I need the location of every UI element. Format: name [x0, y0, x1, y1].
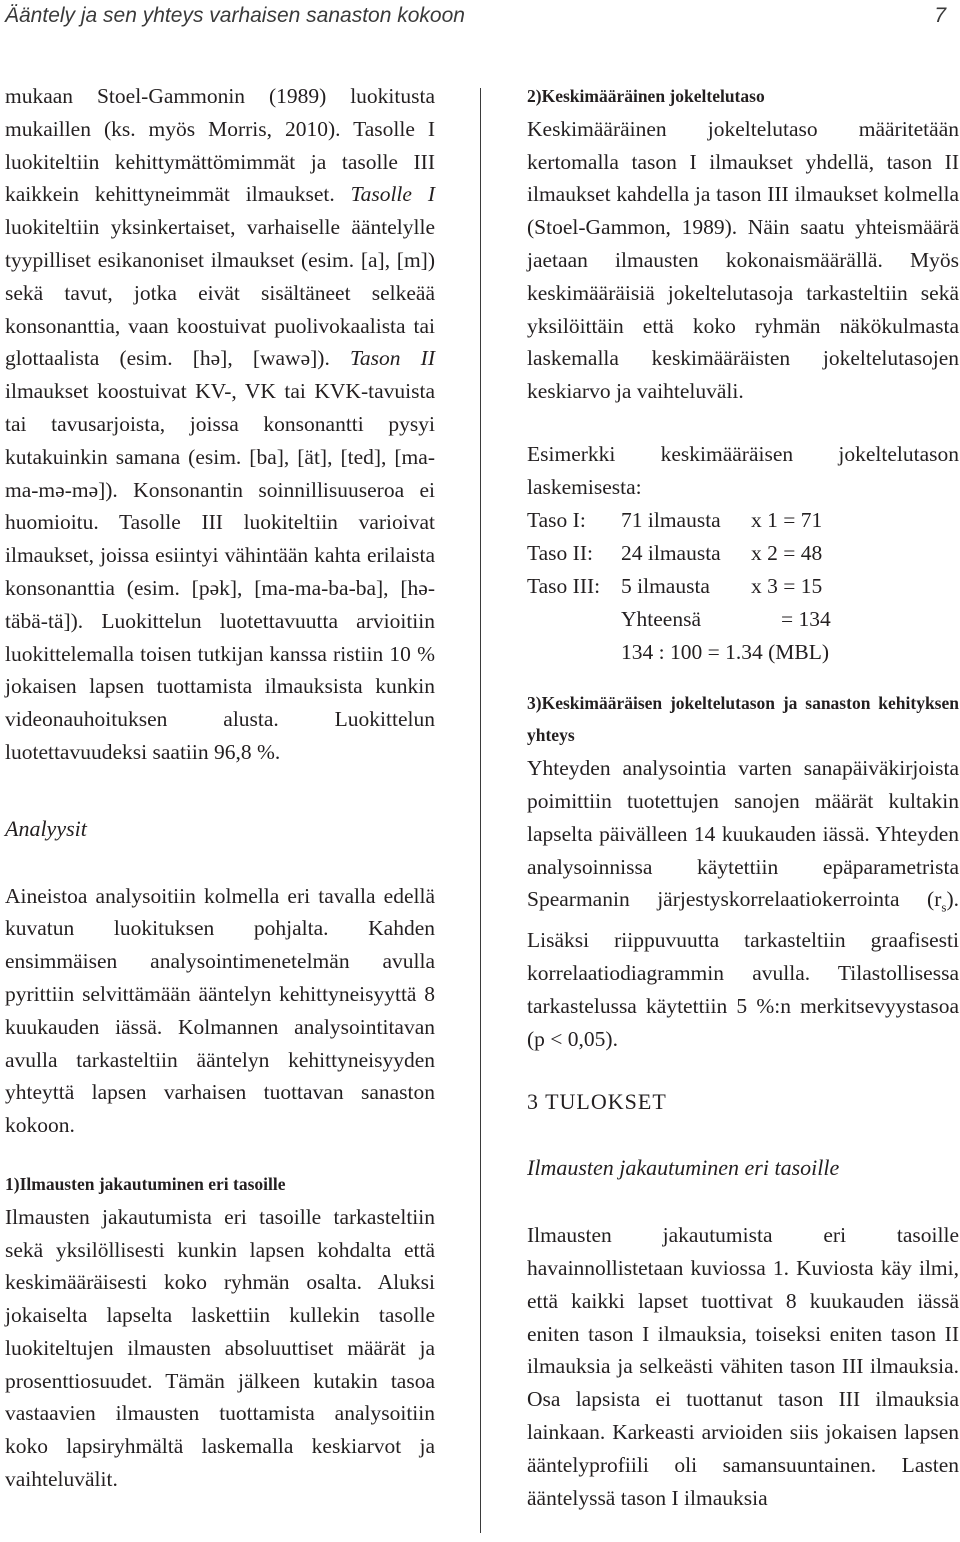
- calc-mbl: 134 : 100 = 1.34 (MBL): [621, 639, 830, 664]
- italic-term: Tason II: [349, 346, 435, 371]
- calc-mult: x 1 = 71: [751, 507, 823, 532]
- text-span: Yhteyden analysointia varten sanapäiväkirjoista poimittiin tuotettujen sanojen määrät kultakin lapselta päivälleen 14 kuukauden iässä. Yhteyden analysoinnissa käytettiin epäparametrista Spearmanin järjestyskorrelaatiokerrointa (r: [527, 756, 959, 912]
- paragraph-classification: [5, 80, 435, 769]
- calc-row: [527, 570, 959, 603]
- spacer: [527, 636, 621, 669]
- subheading-1: 1)Ilmausten jakautuminen eri tasoille: [5, 1173, 286, 1194]
- left-column: [5, 80, 435, 1496]
- text-span: ). Lisäksi riippuvuutta tarkasteltiin graafisesti korrelaatiodiagrammin avulla. Tilastollisessa tarkastelussa käytettiin 5 %:n merkitsevyystasoa (p < 0,05).: [527, 887, 959, 1051]
- calc-count: 5 ilmausta: [621, 573, 710, 598]
- section-heading-analyysit: Analyysit: [5, 815, 87, 841]
- calculation-example: [527, 504, 959, 669]
- subscript: s: [941, 899, 947, 915]
- paragraph-distribution: Ilmausten jakautumista eri tasoille tarkasteltiin sekä yksilöllisesti kunkin lapsen kohdalta että keskimääräisesti koko ryhmän osalta. Aluksi jokaiselta lapselta laskettiin kullekin tasolle luokiteltujen ilmausten absoluuttiset määrät ja prosenttiosuudet. Tämän jälkeen kutakin tasoa vastaavien ilmausten tuottamista analysoitiin koko lapsiryhmältä laskemalla keskiarvot ja vaihteluvälit.: [5, 1204, 435, 1492]
- calc-row: [527, 504, 959, 537]
- calc-total-row: [527, 603, 959, 636]
- calc-total-label: Yhteensä: [621, 606, 701, 631]
- section-heading-distribution: Ilmausten jakautuminen eri tasoille: [527, 1155, 840, 1181]
- column-divider: [480, 88, 481, 1533]
- text-span: mukaan Stoel-Gammonin (1989) luokitusta mukaillen (ks. myös Morris, 2010). Tasolle I luokiteltiin kehittymättömimmät ja tasolle III kaikkein kehittyneimmät ilmaukset.: [5, 84, 435, 207]
- page-number: 7: [934, 4, 946, 27]
- calc-level: Taso I:: [527, 507, 586, 532]
- calc-row: [527, 537, 959, 570]
- calc-count: 71 ilmausta: [621, 507, 721, 532]
- running-header: [5, 4, 946, 34]
- right-column: [527, 80, 959, 1514]
- subheading-3: 3)Keskimääräisen jokeltelutason ja sanaston kehityksen yhteys: [527, 692, 959, 746]
- calc-mbl-row: [527, 636, 959, 669]
- calc-level: Taso II:: [527, 540, 593, 565]
- text-span: luokiteltiin yksinkertaiset, varhaiselle ääntelylle tyypilliset esikanoniset ilmaukset (esim. [a], [m]) sekä tavut, jotka eivät sisältäneet selkeää konsonanttia, vaan koostuivat puolivokaalista tai glottaalista (esim. [hə], [wawə]).: [5, 215, 435, 371]
- paragraph-analysis: Aineistoa analysoitiin kolmella eri tavalla edellä kuvatun luokituksen pohjalta. Kahden ensimmäisen analysointimenetelmän avulla pyrittiin selvittämään ääntelyn kehittyneisyyttä 8 kuukauden iässä. Kolmannen analysointitavan avulla tarkasteltiin ääntelyn kehittyneisyyden yhteyttä lapsen varhaisen tuottavan sanaston kokoon.: [5, 883, 435, 1138]
- paragraph-example: Esimerkki keskimääräisen jokeltelutason laskemisesta:: [527, 441, 959, 499]
- paragraph-results: Ilmausten jakautumista eri tasoille havainnollistetaan kuviossa 1. Kuviosta käy ilmi, että kaikki lapset tuottivat 8 kuukauden iässä eniten tason I ilmauksia, toiseksi eniten tason II ilmauksia ja selkeästi vähiten tason III ilmauksia. Osa lapsista ei tuottanut tason III ilmauksia lainkaan. Karkeasti arvioiden siis jokaisen lapsen ääntelyprofiili oli samansuuntainen. Lasten ääntelyssä tason I ilmauksia: [527, 1223, 959, 1510]
- section-heading-results: 3 TULOKSET: [527, 1088, 667, 1114]
- calc-total-value: = 134: [781, 606, 831, 631]
- paragraph-mean-level: Keskimääräinen jokeltelutaso määritetään kertomalla tason I ilmaukset yhdellä, tason II ilmaukset kahdella ja tason III ilmaukset kolmella (Stoel-Gammon, 1989). Näin saatu yhteismäärä jaetaan ilmausten kokonaismäärällä. Myös keskimääräisiä jokeltelutasoja tarkasteltiin sekä yksilöittäin että koko ryhmän näkökulmasta laskemalla keskimääräisten jokeltelutasojen keskiarvo ja vaihteluväli.: [527, 116, 959, 404]
- calc-count: 24 ilmausta: [621, 540, 721, 565]
- calc-mult: x 3 = 15: [751, 573, 823, 598]
- subheading-2: 2)Keskimääräinen jokeltelutaso: [527, 86, 765, 106]
- italic-term: Tasolle I: [350, 182, 435, 207]
- spacer: [527, 603, 621, 636]
- calc-level: Taso III:: [527, 573, 601, 598]
- running-title: Ääntely ja sen yhteys varhaisen sanaston kokoon: [5, 4, 465, 27]
- calc-mult: x 2 = 48: [751, 540, 823, 565]
- text-span: ilmaukset koostuivat KV-, VK tai KVK-tavuista tai tavusarjoista, joissa konsonantti pysyi kutakuinkin samana (esim. [ba], [ät], [ted], [ma-ma-mə-mə]). Konsonantin soinnillisuuseroa ei huomioitu. Tasolle III luokiteltiin varioivat ilmaukset, joissa esiintyi vähintään kahta erilaista konsonanttia (esim. [pək], [ma-ma-ba-ba], [hə-täbä-tä]). Luokittelun luotettavuutta arvioitiin luokittelemalla toisen tutkijan kanssa ristiin 10 % jokaisen lapsen tuottamista ilmauksista kunkin videonauhoituksen alusta. Luokittelun luotettavuudeksi saatiin 96,8 %.: [5, 379, 435, 764]
- paragraph-correlation: [527, 752, 959, 1055]
